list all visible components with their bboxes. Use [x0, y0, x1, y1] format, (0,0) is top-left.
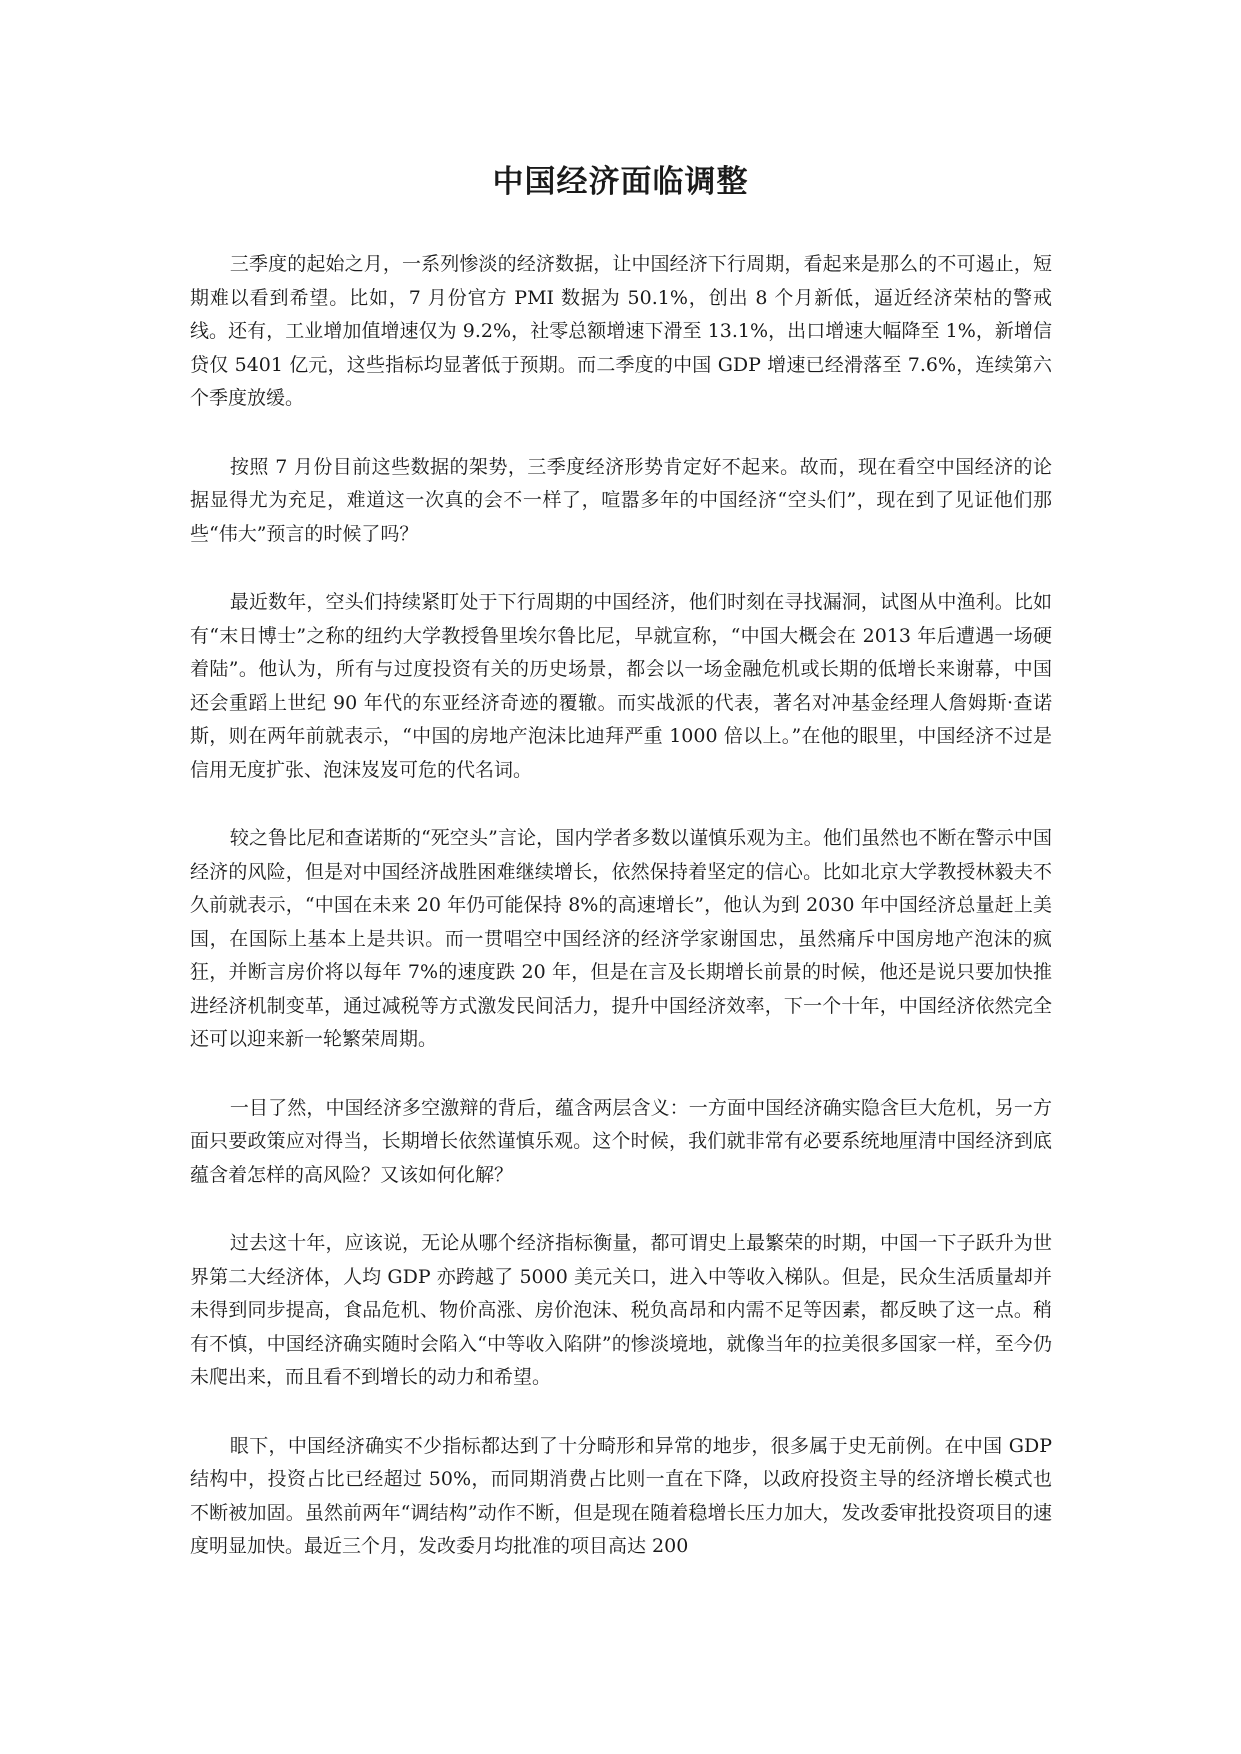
document-title: 中国经济面临调整: [492, 164, 749, 200]
paragraph-7: 眼下，中国经济确实不少指标都达到了十分畸形和异常的地步，很多属于史无前例。在中国 GDP 结构中，投资占比已经超过 50%，而同期消费占比则一直在下降，以政府投资主导的经济增长模式也不断被加固。虽然前两年“调结构”动作不断，但是现在随着稳增长压力加大，发改委审批投资项目的速度明显加快。最近三个月，发改委月均批准的项目高达 200: [190, 1434, 1052, 1557]
paragraph-6: 过去这十年，应该说，无论从哪个经济指标衡量，都可谓史上最繁荣的时期，中国一下子跃升为世界第二大经济体，人均 GDP 亦跨越了 5000 美元关口，进入中等收入梯队。但是，民众生活质量却并未得到同步提高，食品危机、物价高涨、房价泡沫、税负高昂和内需不足等因素，都反映了这一点。稍有不慎，中国经济确实随时会陷入“中等收入陷阱”的惨淡境地，就像当年的拉美很多国家一样，至今仍未爬出来，而且看不到增长的动力和希望。: [190, 1232, 1052, 1388]
paragraph-3: 最近数年，空头们持续紧盯处于下行周期的中国经济，他们时刻在寻找漏洞，试图从中渔利。比如有“末日博士”之称的纽约大学教授鲁里埃尔鲁比尼，早就宣称，“中国大概会在 2013 年后遭遇一场硬着陆”。他认为，所有与过度投资有关的历史场景，都会以一场金融危机或长期的低增长来谢幕，中国还会重蹈上世纪 90 年代的东亚经济奇迹的覆辙。而实战派的代表，著名对冲基金经理人詹姆斯·查诺斯，则在两年前就表示，“中国的房地产泡沫比迪拜严重 1000 倍以上。”在他的眼里，中国经济不过是信用无度扩张、泡沫岌岌可危的代名词。: [190, 591, 1052, 781]
paragraph-2: 按照 7 月份目前这些数据的架势，三季度经济形势肯定好不起来。故而，现在看空中国经济的论据显得尤为充足，难道这一次真的会不一样了，喧嚣多年的中国经济“空头们”，现在到了见证他们那些“伟大”预言的时候了吗？: [190, 455, 1052, 545]
paragraph-1: 三季度的起始之月，一系列惨淡的经济数据，让中国经济下行周期，看起来是那么的不可遏止，短期难以看到希望。比如，7 月份官方 PMI 数据为 50.1%，创出 8 个月新低，逼近经济荣枯的警戒线。还有，工业增加值增速仅为 9.2%，社零总额增速下滑至 13.1%，出口增速大幅降至 1%，新增信贷仅 5401 亿元，这些指标均显著低于预期。而二季度的中国 GDP 增速已经滑落至 7.6%，连续第六个季度放缓。: [190, 253, 1052, 409]
paragraph-5: 一目了然，中国经济多空激辩的背后，蕴含两层含义：一方面中国经济确实隐含巨大危机，另一方面只要政策应对得当，长期增长依然谨慎乐观。这个时候，我们就非常有必要系统地厘清中国经济到底蕴含着怎样的高风险？又该如何化解？: [190, 1096, 1052, 1186]
document-body: [190, 248, 1052, 1599]
paragraph-4: 较之鲁比尼和查诺斯的“死空头”言论，国内学者多数以谨慎乐观为主。他们虽然也不断在警示中国经济的风险，但是对中国经济战胜困难继续增长，依然保持着坚定的信心。比如北京大学教授林毅夫不久前就表示，“中国在未来 20 年仍可能保持 8%的高速增长”，他认为到 2030 年中国经济总量赶上美国，在国际上基本上是共识。而一贯唱空中国经济的经济学家谢国忠，虽然痛斥中国房地产泡沫的疯狂，并断言房价将以每年 7%的速度跌 20 年，但是在言及长期增长前景的时候，他还是说只要加快推进经济机制变革，通过减税等方式激发民间活力，提升中国经济效率，下一个十年，中国经济依然完全还可以迎来新一轮繁荣周期。: [190, 827, 1052, 1050]
